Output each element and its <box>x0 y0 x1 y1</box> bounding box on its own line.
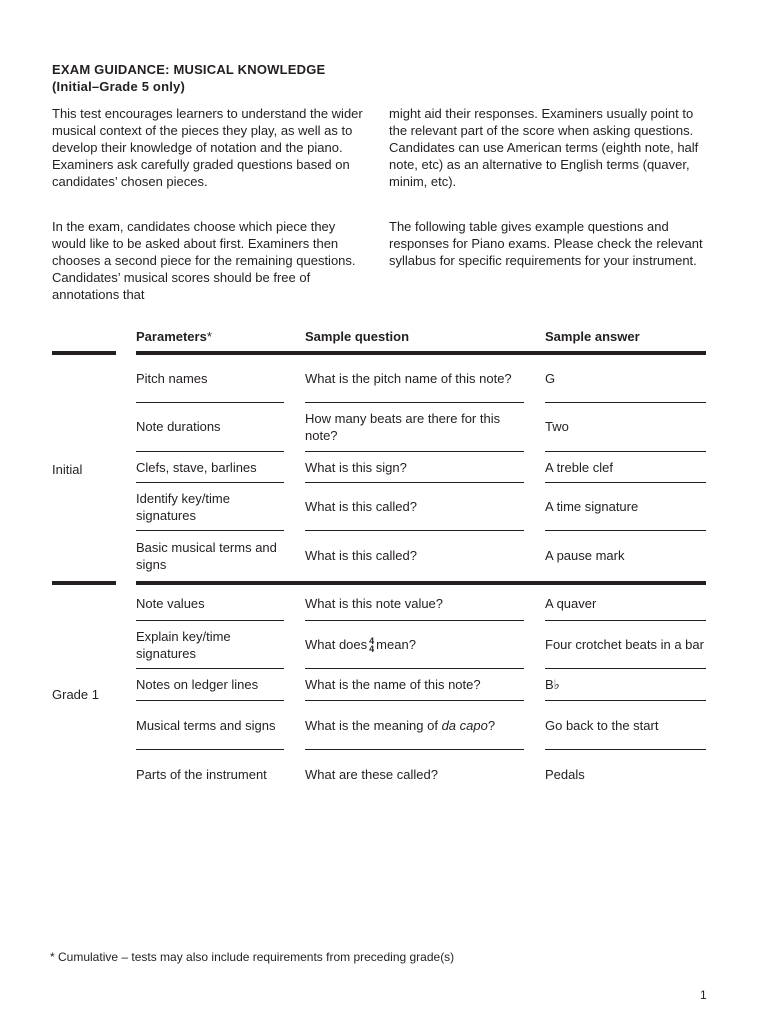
footnote: * Cumulative – tests may also include requirements from preceding grade(s) <box>50 950 455 964</box>
intro-paragraph-2: In the exam, candidates choose which piece they would like to be asked about first. Examiners then chooses a second piece for the remaining questions. Candidates’ musical scores should be free of annotations that <box>52 219 356 302</box>
time-signature-icon <box>369 637 374 653</box>
grade1-row4-question-post: ? <box>487 717 496 733</box>
grade1-row1-question: What is this note value? <box>305 596 444 611</box>
title-line-2: (Initial–Grade 5 only) <box>52 79 185 94</box>
initial-row3-parameter: Clefs, stave, barlines <box>136 459 257 475</box>
initial-row1-parameter: Pitch names <box>136 371 208 386</box>
initial-row3-question: What is this sign? <box>305 459 407 475</box>
section-rule-left <box>52 351 116 355</box>
grade1-row3-answer: B♭ <box>545 677 560 692</box>
grade-label-initial: Initial <box>52 462 83 477</box>
grade1-row5-question: What are these called? <box>305 766 438 782</box>
intro-paragraph-4: The following table gives example questions and responses for Piano exams. Please check the relevant syllabus for specific requirements for your instrument. <box>389 219 703 268</box>
grade1-row2-question-pre: What does <box>305 637 368 652</box>
grade1-row4-answer: Go back to the start <box>545 717 659 733</box>
header-parameters <box>136 328 212 345</box>
grade1-row4-question-italic: da capo <box>441 717 488 733</box>
section-rule-left-2 <box>52 581 116 585</box>
grade1-row2-question-post: mean? <box>376 637 416 652</box>
initial-row1-question: What is the pitch name of this note? <box>305 371 512 386</box>
initial-row2-answer: Two <box>545 419 569 434</box>
header-parameters-label: Parameters <box>136 329 207 344</box>
initial-row2-parameter: Note durations <box>136 419 221 434</box>
initial-row4-answer: A time signature <box>545 499 639 514</box>
page-number: 1 <box>700 988 707 1002</box>
grade1-row2-parameter: Explain key/time signatures <box>136 628 231 661</box>
grade-label-grade1: Grade 1 <box>52 687 99 702</box>
initial-row3-answer: A treble clef <box>545 459 613 475</box>
grade1-row2-answer: Four crotchet beats in a bar <box>545 637 704 652</box>
grade1-row4-question <box>305 701 527 749</box>
initial-row5-question: What is this called? <box>305 548 417 563</box>
grade1-row1-parameter: Note values <box>136 596 205 611</box>
header-parameters-mark: * <box>206 329 212 344</box>
header-answer: Sample answer <box>545 329 640 344</box>
initial-row5-answer: A pause mark <box>545 548 625 563</box>
grade1-row1-answer: A quaver <box>545 596 597 611</box>
initial-row5-parameter: Basic musical terms and signs <box>136 539 277 572</box>
grade1-row2-question <box>305 621 527 668</box>
initial-row4-question: What is this called? <box>305 499 417 514</box>
grade1-row4-question-text <box>305 717 495 734</box>
intro-paragraph-1: This test encourages learners to understand the wider musical context of the pieces they play, as well as to develop their knowledge of notation and the piano. Examiners ask carefully graded questions based on candidates’ chosen pieces. <box>52 106 363 189</box>
page-title <box>52 61 325 95</box>
initial-row2-question: How many beats are there for this note? <box>305 410 501 443</box>
grade1-row3-question: What is the name of this note? <box>305 677 481 692</box>
grade1-row5-answer: Pedals <box>545 766 585 782</box>
initial-row4-parameter: Identify key/time signatures <box>136 490 230 523</box>
grade1-row5-parameter: Parts of the instrument <box>136 766 267 782</box>
title-line-1: EXAM GUIDANCE: MUSICAL KNOWLEDGE <box>52 62 326 77</box>
grade1-row4-question-pre: What is the meaning of <box>305 717 442 733</box>
grade1-row4-parameter: Musical terms and signs <box>136 717 276 733</box>
frac-top: 4 <box>369 635 375 646</box>
section-rule-main-2 <box>136 581 706 585</box>
frac-bottom: 4 <box>369 643 375 654</box>
header-question: Sample question <box>305 329 410 344</box>
initial-row1-answer: G <box>545 371 556 386</box>
intro-paragraph-3: might aid their responses. Examiners usually point to the relevant part of the score when asking questions. Candidates can use American terms (eighth note, half note, etc) as an alternative to English terms (quaver, minim, etc). <box>389 106 699 189</box>
grade1-row3-parameter: Notes on ledger lines <box>136 677 259 692</box>
